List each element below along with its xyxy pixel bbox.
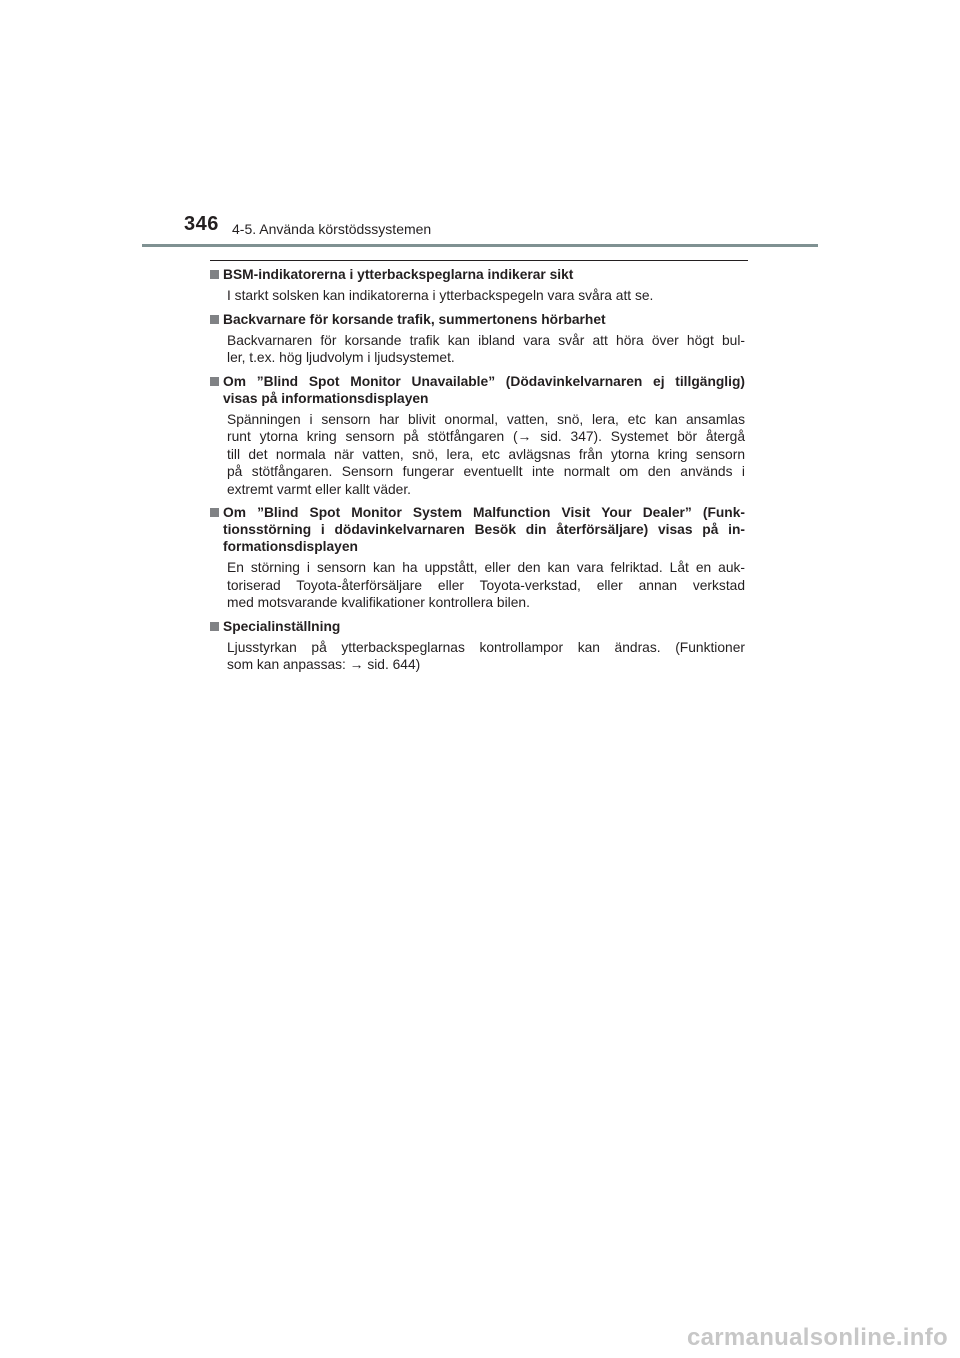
section-bsm-malfunction <box>210 504 745 612</box>
body-line: I starkt solsken kan indikatorerna i ytterbackspegeln vara svåra att se. <box>227 288 654 303</box>
body-line: extremt varmt eller kallt väder. <box>227 481 412 497</box>
section-body <box>227 639 745 674</box>
section-body <box>227 411 745 499</box>
square-bullet-icon <box>210 377 219 386</box>
section-heading <box>210 504 745 555</box>
heading-line: Backvarnare för korsande trafik, summertonens hörbarhet <box>223 311 606 327</box>
section-heading <box>210 311 745 328</box>
header-rule <box>142 244 818 247</box>
body-line: ler, t.ex. hög ljudvolym i ljudsystemet. <box>227 350 455 365</box>
page-content <box>210 266 745 680</box>
square-bullet-icon <box>210 622 219 631</box>
body-line: som kan anpassas: → sid. 644) <box>227 657 421 672</box>
heading-line: formationsdisplayen <box>223 539 358 554</box>
body-line: till det normala när vatten, snö, lera, etc avlägsnas från ytorna kring sensorn <box>227 446 745 462</box>
heading-line: Specialinställning <box>223 618 341 634</box>
page-number: 346 <box>184 213 219 235</box>
body-line: på stötfångaren. Sensorn fungerar eventuellt inte normalt om den används i <box>227 464 745 479</box>
body-line: runt ytorna kring sensorn på stötfångaren (→ sid. 347). Systemet bör återgå <box>227 429 745 444</box>
square-bullet-icon <box>210 270 219 279</box>
section-customization <box>210 618 745 674</box>
body-line: med motsvarande kvalifikationer kontrollera bilen. <box>227 595 530 610</box>
heading-line: Om ”Blind Spot Monitor System Malfunction Visit Your Dealer” (Funk- <box>223 505 745 520</box>
body-line: Ljusstyrkan på ytterbackspeglarnas kontrollampor kan ändras. (Funktioner <box>227 639 745 655</box>
heading-line: visas på informationsdisplayen <box>223 390 429 406</box>
section-body <box>227 559 745 612</box>
site-watermark: carmanualsonline.info <box>686 1324 948 1351</box>
square-bullet-icon <box>210 315 219 324</box>
heading-line: Om ”Blind Spot Monitor Unavailable” (Dödavinkelvarnaren ej tillgänglig) <box>223 373 745 389</box>
heading-line: tionsstörning i dödavinkelvarnaren Besök din återförsäljare) visas på in- <box>223 522 745 537</box>
section-heading <box>210 618 745 635</box>
section-heading <box>210 373 745 407</box>
body-line: Spänningen i sensorn har blivit onormal, vatten, snö, lera, etc kan ansamlas <box>227 411 745 427</box>
section-body <box>227 287 745 305</box>
body-line: Backvarnaren för korsande trafik kan ibland vara svår att höra över högt bul- <box>227 332 745 348</box>
heading-line: BSM-indikatorerna i ytterbackspeglarna indikerar sikt <box>223 267 574 282</box>
section-body <box>227 332 745 367</box>
body-line: toriserad Toyota-återförsäljare eller Toyota-verkstad, eller annan verkstad <box>227 577 745 593</box>
square-bullet-icon <box>210 508 219 517</box>
section-bsm-indicators <box>210 266 745 305</box>
section-bsm-unavailable <box>210 373 745 499</box>
section-cross-traffic-buzzer <box>210 311 745 367</box>
chapter-title: 4-5. Använda körstödssystemen <box>232 221 432 237</box>
section-heading <box>210 266 745 283</box>
body-line: En störning i sensorn kan ha uppstått, eller den kan vara felriktad. Låt en auk- <box>227 560 745 575</box>
section-rule <box>210 260 748 261</box>
